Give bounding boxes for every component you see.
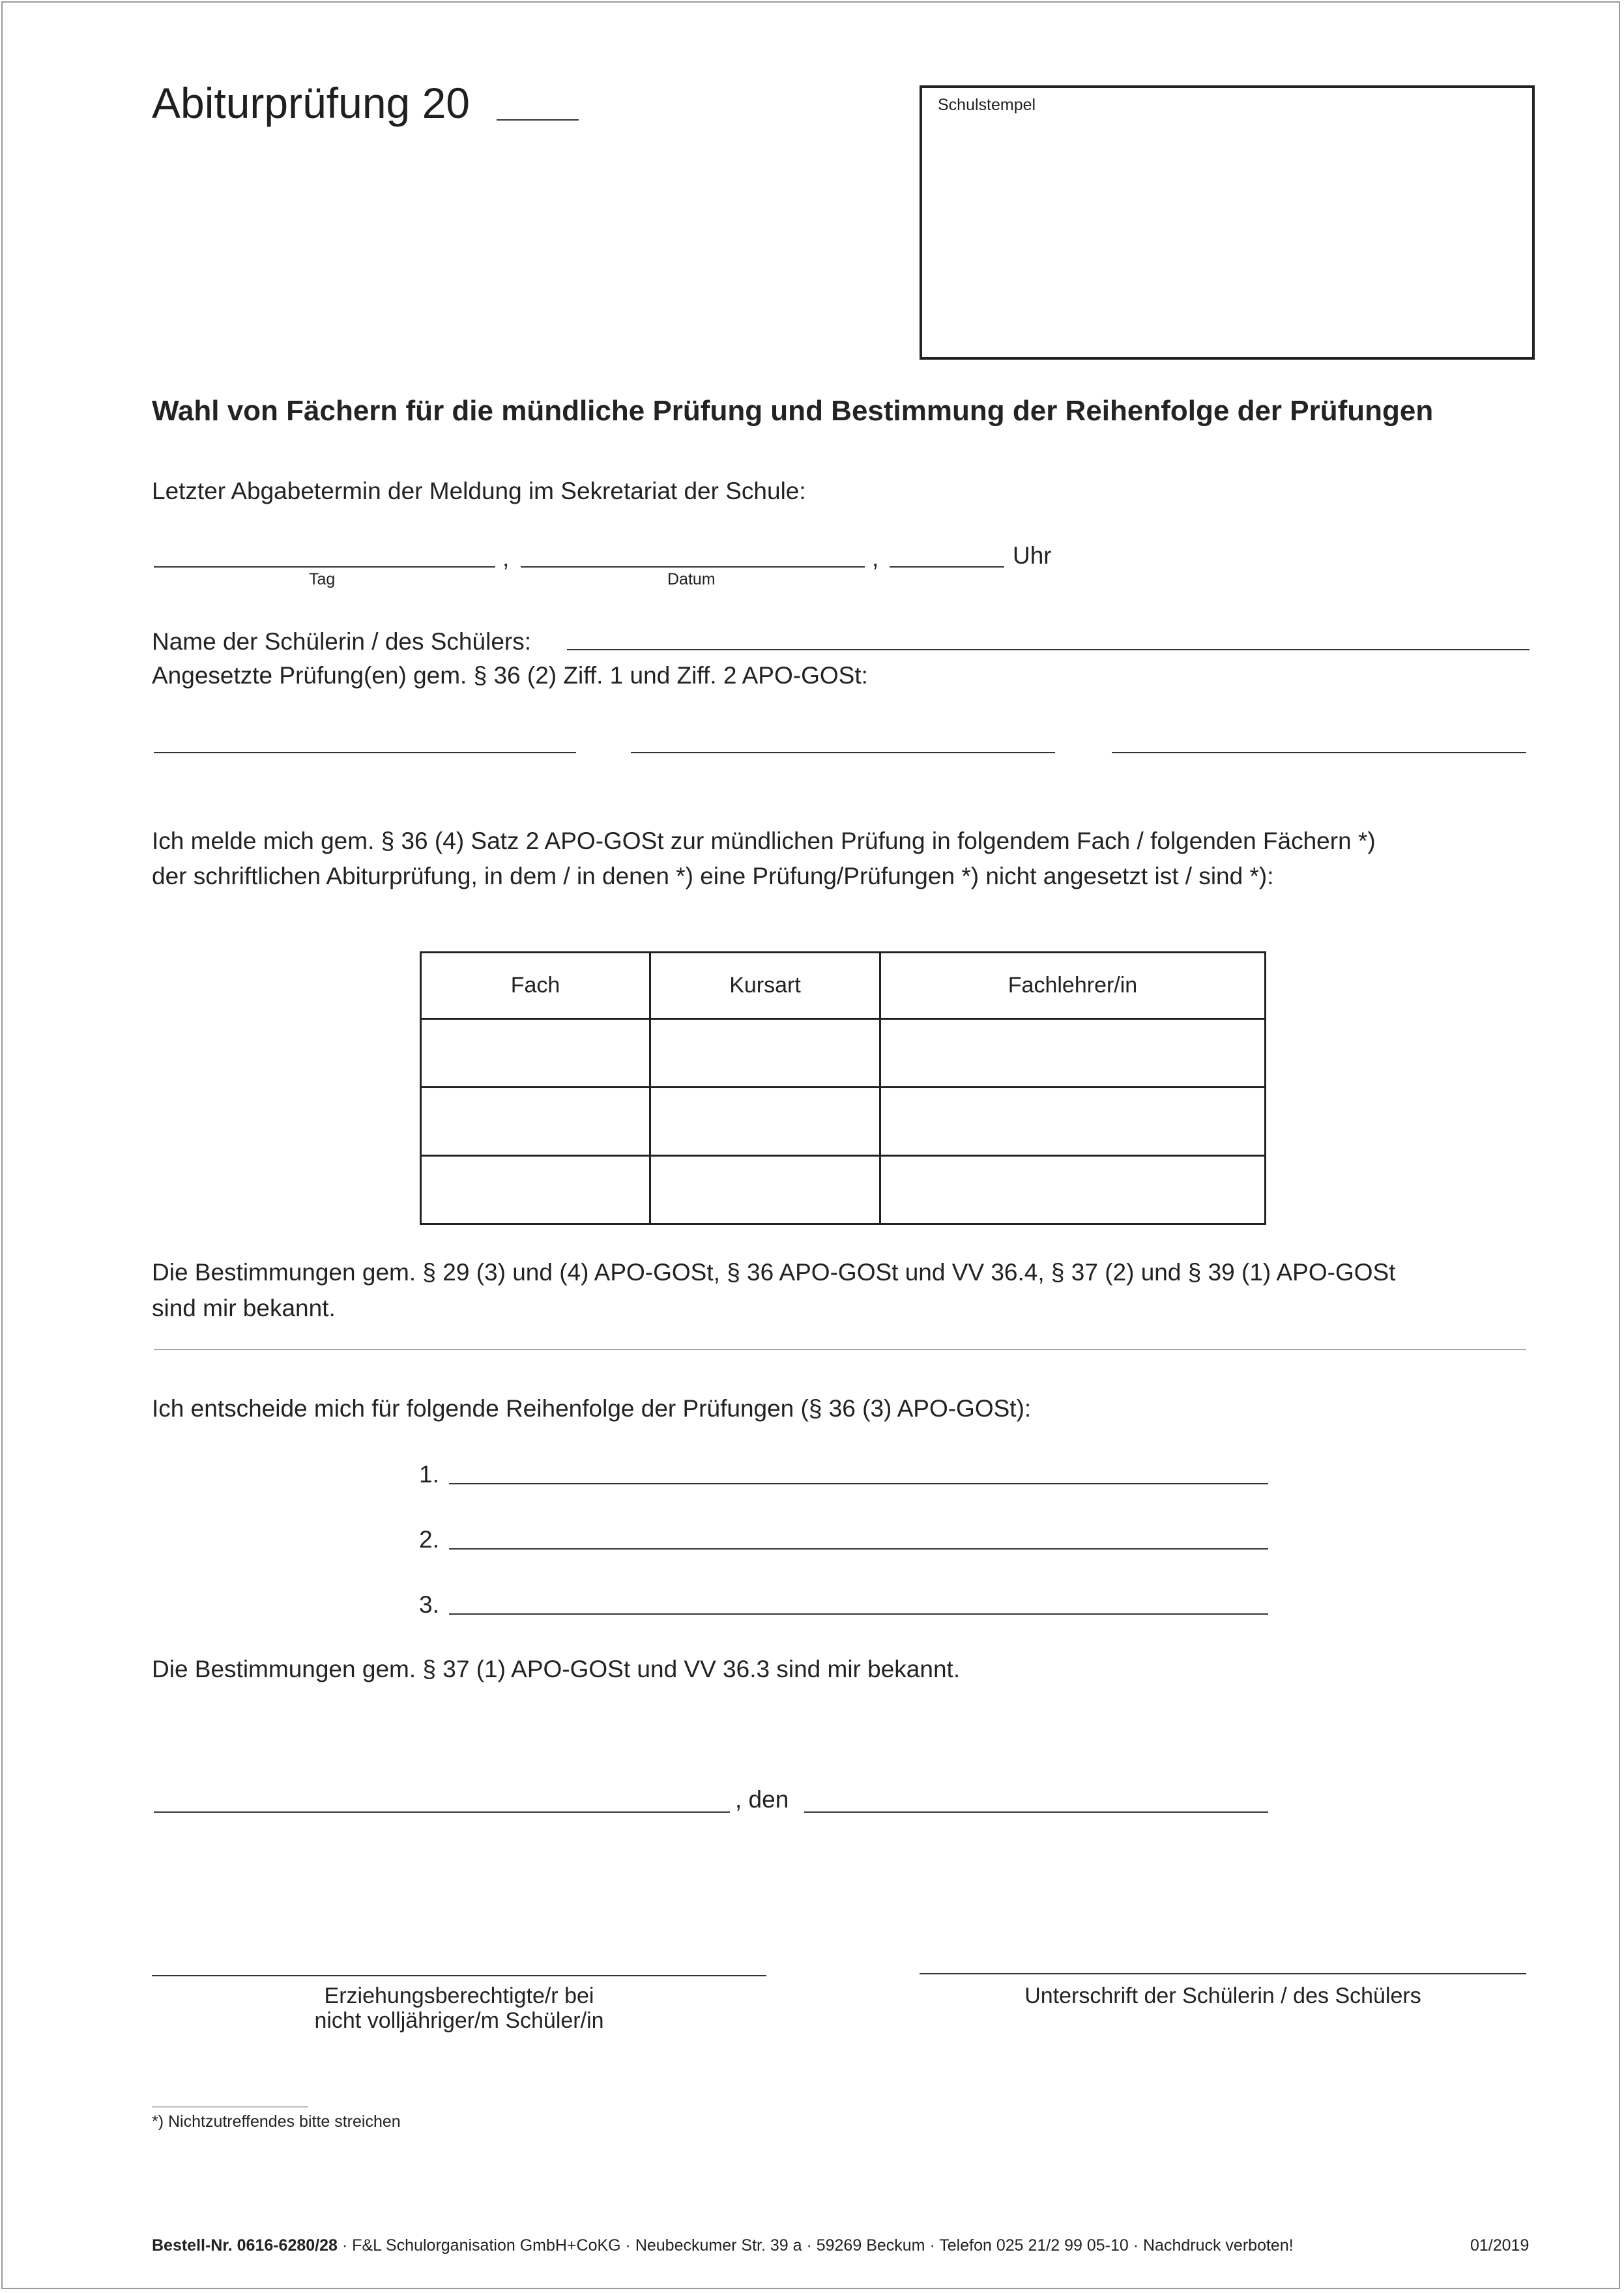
kursart-cell[interactable]	[650, 1019, 880, 1088]
guardian-signature-field[interactable]	[152, 1975, 766, 1976]
order-field-3[interactable]	[449, 1613, 1268, 1615]
fachlehrer-cell[interactable]	[880, 1019, 1266, 1088]
col-header-fach: Fach	[421, 953, 650, 1019]
deadline-uhr: Uhr	[1013, 542, 1052, 569]
student-name-field[interactable]	[567, 649, 1530, 650]
place-field[interactable]	[154, 1811, 730, 1813]
deadline-day-field[interactable]	[154, 566, 495, 568]
kursart-cell[interactable]	[650, 1088, 880, 1156]
stamp-label: Schulstempel	[938, 96, 1036, 114]
registration-text-line-1: Ich melde mich gem. § 36 (4) Satz 2 APO-GOSt zur mündlichen Prüfung in folgendem Fach / folgenden Fächern *)	[152, 828, 1376, 854]
order-number-3: 3.	[419, 1591, 439, 1618]
student-signature-field[interactable]	[920, 1973, 1526, 1974]
form-heading: Wahl von Fächern für die mündliche Prüfung und Bestimmung der Reihenfolge der Prüfungen	[152, 395, 1434, 427]
school-stamp-box	[920, 85, 1535, 360]
order-field-1[interactable]	[449, 1483, 1268, 1484]
scheduled-exam-field-1[interactable]	[154, 752, 576, 753]
table-row	[421, 1156, 1266, 1224]
table-row	[421, 1019, 1266, 1088]
fach-cell[interactable]	[421, 1019, 650, 1088]
provisions-text-line-1: Die Bestimmungen gem. § 29 (3) und (4) APO-GOSt, § 36 APO-GOSt und VV 36.4, § 37 (2) und § 39 (1) APO-GOSt	[152, 1259, 1396, 1286]
year-blank[interactable]	[497, 119, 579, 121]
scheduled-exams-label: Angesetzte Prüfung(en) gem. § 36 (2) Ziff. 1 und Ziff. 2 APO-GOSt:	[152, 662, 868, 689]
publisher-info: · F&L Schulorganisation GmbH+CoKG · Neubeckumer Str. 39 a · 59269 Beckum · Telefon 025 21/2 99 05-10 · Nachdruck verboten!	[337, 2236, 1294, 2255]
form-version: 01/2019	[1470, 2236, 1530, 2255]
fach-cell[interactable]	[421, 1156, 650, 1224]
den-label: , den	[735, 1786, 789, 1813]
subjects-table	[420, 951, 1266, 1225]
fachlehrer-cell[interactable]	[880, 1156, 1266, 1224]
form-title: Abiturprüfung 20	[152, 79, 471, 127]
fachlehrer-cell[interactable]	[880, 1088, 1266, 1156]
footnote-text: *) Nichtzutreffendes bitte streichen	[152, 2113, 401, 2131]
divider-line	[154, 1349, 1526, 1350]
deadline-time-field[interactable]	[890, 566, 1004, 568]
student-name-label: Name der Schülerin / des Schülers:	[152, 628, 531, 655]
order-number: Bestell-Nr. 0616-6280/28	[152, 2236, 338, 2255]
footer-line	[152, 2236, 1294, 2255]
fach-cell[interactable]	[421, 1088, 650, 1156]
col-header-fachlehrer: Fachlehrer/in	[880, 953, 1266, 1019]
order-label: Ich entscheide mich für folgende Reihenfolge der Prüfungen (§ 36 (3) APO-GOSt):	[152, 1395, 1032, 1422]
col-header-kursart: Kursart	[650, 953, 880, 1019]
table-header-row	[421, 953, 1266, 1019]
deadline-date-field[interactable]	[521, 566, 865, 568]
table-row	[421, 1088, 1266, 1156]
provisions-text-line-2: sind mir bekannt.	[152, 1295, 336, 1321]
deadline-tag-caption: Tag	[309, 570, 336, 588]
deadline-comma-2: ,	[872, 545, 879, 571]
deadline-comma-1: ,	[502, 545, 510, 571]
order-field-2[interactable]	[449, 1548, 1268, 1550]
kursart-cell[interactable]	[650, 1156, 880, 1224]
scheduled-exam-field-3[interactable]	[1112, 752, 1526, 753]
guardian-caption-line-1: Erziehungsberechtigte/r bei	[324, 1983, 594, 2008]
scheduled-exam-field-2[interactable]	[631, 752, 1055, 753]
order-number-1: 1.	[419, 1461, 439, 1488]
order-number-2: 2.	[419, 1526, 439, 1553]
provisions-2-text: Die Bestimmungen gem. § 37 (1) APO-GOSt und VV 36.3 sind mir bekannt.	[152, 1656, 961, 1682]
guardian-caption-line-2: nicht volljähriger/m Schüler/in	[314, 2008, 604, 2033]
date-field[interactable]	[804, 1811, 1268, 1813]
deadline-label: Letzter Abgabetermin der Meldung im Sekretariat der Schule:	[152, 478, 806, 504]
student-signature-caption: Unterschrift der Schülerin / des Schülers	[1024, 1983, 1421, 2008]
registration-text-line-2: der schriftlichen Abiturprüfung, in dem / in denen *) eine Prüfung/Prüfungen *) nicht angesetzt ist / sind *):	[152, 863, 1274, 889]
deadline-datum-caption: Datum	[667, 570, 716, 588]
